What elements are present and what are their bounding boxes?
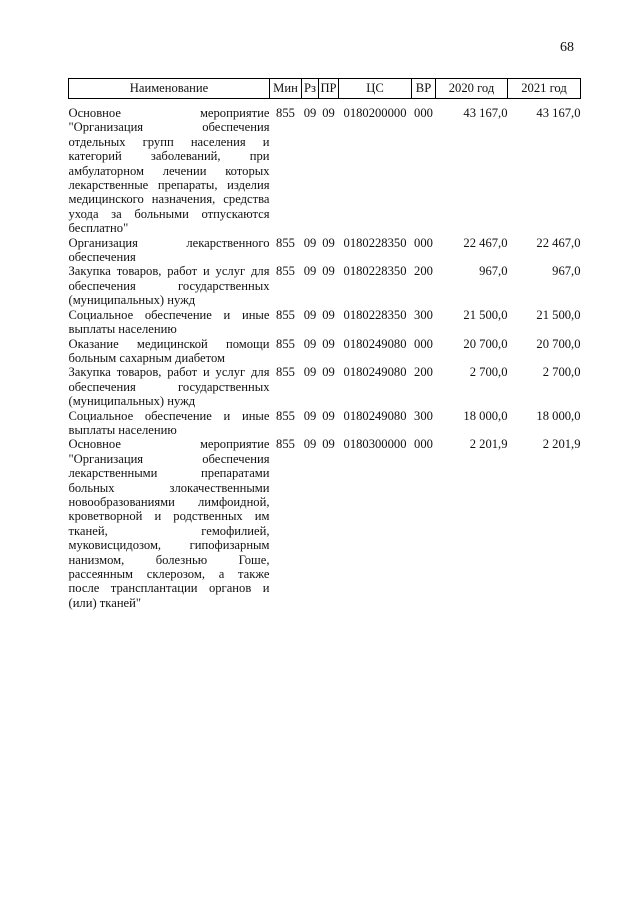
row-2020: 20 700,0 bbox=[463, 336, 508, 351]
table-row bbox=[69, 337, 581, 366]
row-vr: 300 bbox=[414, 408, 433, 423]
table-header bbox=[69, 79, 581, 99]
row-2021: 18 000,0 bbox=[536, 408, 581, 423]
header-2021: 2021 год bbox=[508, 79, 581, 99]
row-2020: 2 700,0 bbox=[469, 365, 508, 380]
row-2020: 967,0 bbox=[479, 264, 508, 279]
row-2020: 22 467,0 bbox=[463, 235, 508, 250]
row-vr: 000 bbox=[414, 336, 433, 351]
row-cs: 0180228350 bbox=[343, 264, 407, 279]
budget-table bbox=[68, 78, 581, 610]
row-vr: 000 bbox=[414, 106, 433, 120]
row-pr: 09 bbox=[322, 106, 335, 120]
row-2021: 2 201,9 bbox=[542, 437, 581, 452]
row-min: 855 bbox=[276, 336, 295, 351]
row-pr: 09 bbox=[322, 264, 335, 279]
table-row bbox=[69, 236, 581, 265]
row-pr: 09 bbox=[322, 408, 335, 423]
row-pr: 09 bbox=[322, 437, 335, 452]
row-2020: 21 500,0 bbox=[463, 307, 508, 322]
row-vr: 200 bbox=[414, 365, 433, 380]
row-vr: 000 bbox=[414, 235, 433, 250]
header-cs: ЦС bbox=[339, 79, 412, 99]
row-rz: 09 bbox=[303, 336, 317, 351]
page-number: 68 bbox=[560, 40, 574, 55]
row-cs: 0180249080 bbox=[343, 336, 407, 351]
row-2020: 2 201,9 bbox=[469, 437, 508, 452]
row-vr: 300 bbox=[414, 307, 433, 322]
row-name: Основное мероприятие "Организация обеспечения отдельных групп населения и категорий заболеваний, при амбулаторном лечении которых лекарственные препараты, изделия медицинского назначения, средства ухода за больными отпускаются бесплатно" bbox=[68, 106, 270, 236]
row-rz: 09 bbox=[303, 307, 317, 322]
table-row bbox=[69, 308, 581, 337]
row-rz: 09 bbox=[303, 106, 317, 120]
row-2021: 22 467,0 bbox=[536, 235, 581, 250]
header-pr: ПР bbox=[319, 79, 339, 99]
row-pr: 09 bbox=[322, 365, 335, 380]
row-2021: 21 500,0 bbox=[536, 307, 581, 322]
row-2021: 967,0 bbox=[552, 264, 581, 279]
row-cs: 0180200000 bbox=[343, 106, 407, 120]
row-rz: 09 bbox=[303, 437, 317, 452]
row-min: 855 bbox=[276, 264, 295, 279]
row-min: 855 bbox=[276, 106, 295, 120]
row-2021: 43 167,0 bbox=[536, 106, 581, 120]
row-min: 855 bbox=[276, 235, 295, 250]
row-2021: 2 700,0 bbox=[542, 365, 581, 380]
row-name: Основное мероприятие "Организация обеспечения лекарственными препаратами больных злокачественными новообразованиями лимфоидной, кроветворной и родственных им тканей, гемофилией, муковисцидозом, гипофизарным нанизмом, болезнью Гоше, рассеянным склерозом, а также после трансплантации органов и (или) тканей" bbox=[68, 437, 270, 610]
row-name: Организация лекарственного обеспечения bbox=[68, 235, 270, 265]
table-row bbox=[69, 264, 581, 307]
row-2020: 18 000,0 bbox=[463, 408, 508, 423]
row-name: Социальное обеспечение и иные выплаты населению bbox=[68, 408, 270, 437]
row-rz: 09 bbox=[303, 235, 317, 250]
row-rz: 09 bbox=[303, 408, 317, 423]
table-row bbox=[69, 365, 581, 408]
header-2020: 2020 год bbox=[436, 79, 508, 99]
header-rz: Рз bbox=[302, 79, 319, 99]
row-min: 855 bbox=[276, 307, 295, 322]
row-vr: 000 bbox=[414, 437, 433, 452]
row-rz: 09 bbox=[303, 365, 317, 380]
row-pr: 09 bbox=[322, 235, 335, 250]
row-2020: 43 167,0 bbox=[463, 106, 508, 120]
row-name: Социальное обеспечение и иные выплаты населению bbox=[68, 307, 270, 337]
row-min: 855 bbox=[276, 408, 295, 423]
row-rz: 09 bbox=[303, 264, 317, 279]
row-name: Закупка товаров, работ и услуг для обеспечения государственных (муниципальных) нужд bbox=[68, 365, 270, 409]
row-cs: 0180228350 bbox=[343, 235, 407, 250]
table-row bbox=[69, 99, 581, 236]
row-pr: 09 bbox=[322, 307, 335, 322]
row-cs: 0180249080 bbox=[343, 365, 407, 380]
row-cs: 0180249080 bbox=[343, 408, 407, 423]
row-vr: 200 bbox=[414, 264, 433, 279]
row-cs: 0180228350 bbox=[343, 307, 407, 322]
table-row bbox=[69, 409, 581, 438]
row-name: Закупка товаров, работ и услуг для обеспечения государственных (муниципальных) нужд bbox=[68, 264, 270, 308]
row-min: 855 bbox=[276, 365, 295, 380]
table-row bbox=[69, 437, 581, 610]
header-name: Наименование bbox=[69, 79, 270, 99]
header-vr: ВР bbox=[412, 79, 436, 99]
row-2021: 20 700,0 bbox=[536, 336, 581, 351]
row-cs: 0180300000 bbox=[343, 437, 407, 452]
row-pr: 09 bbox=[322, 336, 335, 351]
header-min: Мин bbox=[270, 79, 302, 99]
row-min: 855 bbox=[276, 437, 295, 452]
row-name: Оказание медицинской помощи больным сахарным диабетом bbox=[68, 336, 270, 365]
